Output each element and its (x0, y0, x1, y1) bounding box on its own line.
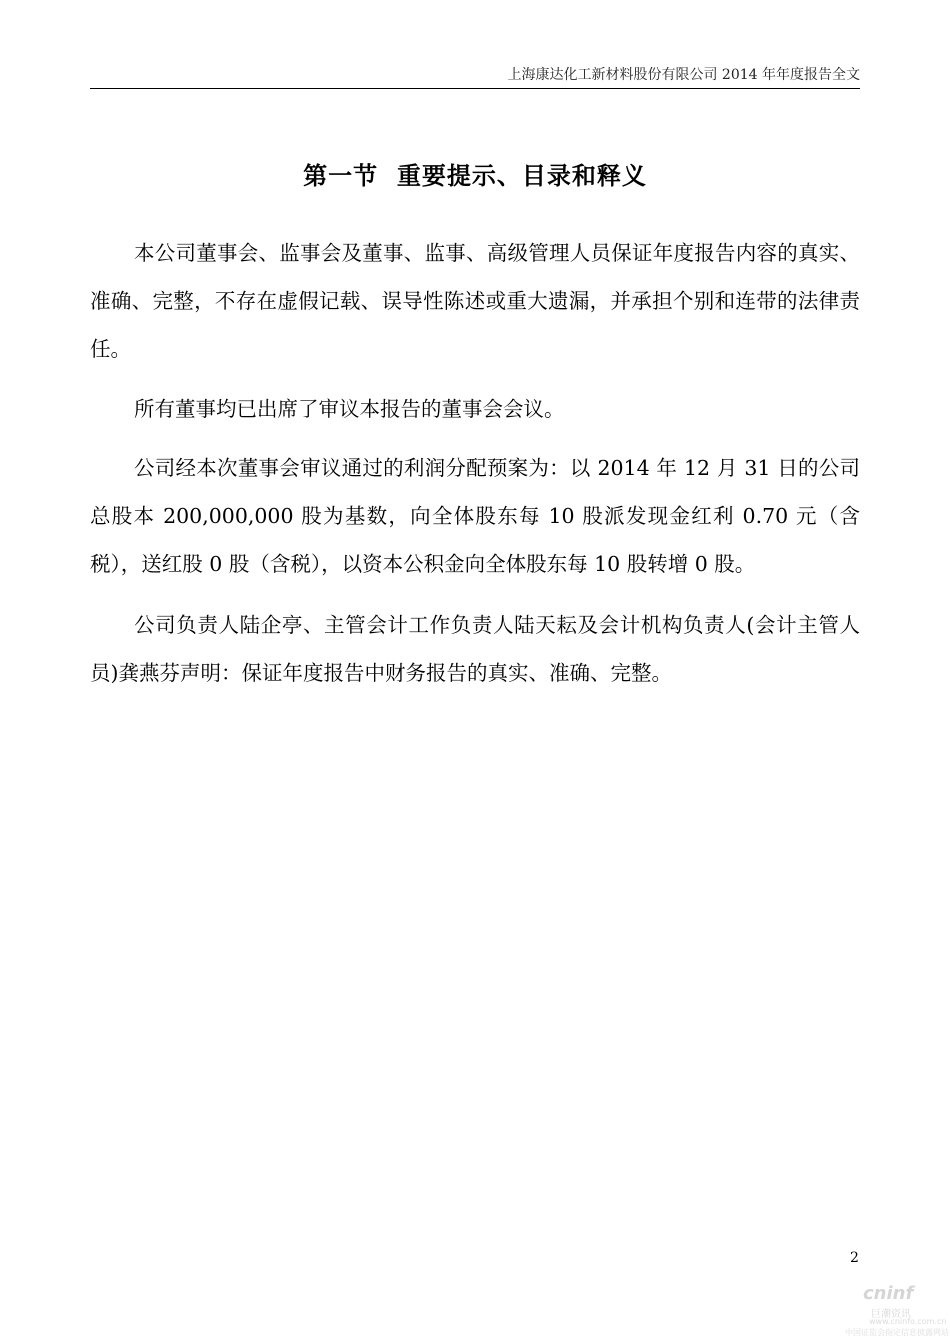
paragraph-profit-distribution: 公司经本次董事会审议通过的利润分配预案为：以 2014 年 12 月 31 日的公司总股本 200,000,000 股为基数，向全体股东每 10 股派发现金红利 0.70 元（含税），送红股 0 股（含税），以资本公积金向全体股东每 10 股转增 0 股。 (90, 456, 860, 576)
paragraph-financial-declaration: 公司负责人陆企亭、主管会计工作负责人陆天耘及会计机构负责人(会计主管人员)龚燕芬声明：保证年度报告中财务报告的真实、准确、完整。 (90, 613, 860, 685)
paragraph-board-attendance: 所有董事均已出席了审议本报告的董事会会议。 (134, 397, 565, 421)
cninfo-watermark (845, 1283, 949, 1339)
watermark-logo: cninf (863, 1283, 914, 1304)
watermark-org: 中国证监会指定信息披露网站 (845, 1328, 949, 1337)
section-title: 第一节 重要提示、目录和释义 (303, 161, 647, 190)
running-header: 上海康达化工新材料股份有限公司 2014 年年度报告全文 (507, 67, 860, 83)
page-number: 2 (850, 1250, 859, 1266)
header-divider (90, 88, 860, 89)
paragraph-responsibility-statement: 本公司董事会、监事会及董事、监事、高级管理人员保证年度报告内容的真实、准确、完整，不存在虚假记载、误导性陈述或重大遗漏，并承担个别和连带的法律责任。 (90, 241, 860, 361)
watermark-url: www.cninfo.com.cn (869, 1317, 947, 1326)
watermark-name: 巨潮资讯 (871, 1309, 911, 1320)
